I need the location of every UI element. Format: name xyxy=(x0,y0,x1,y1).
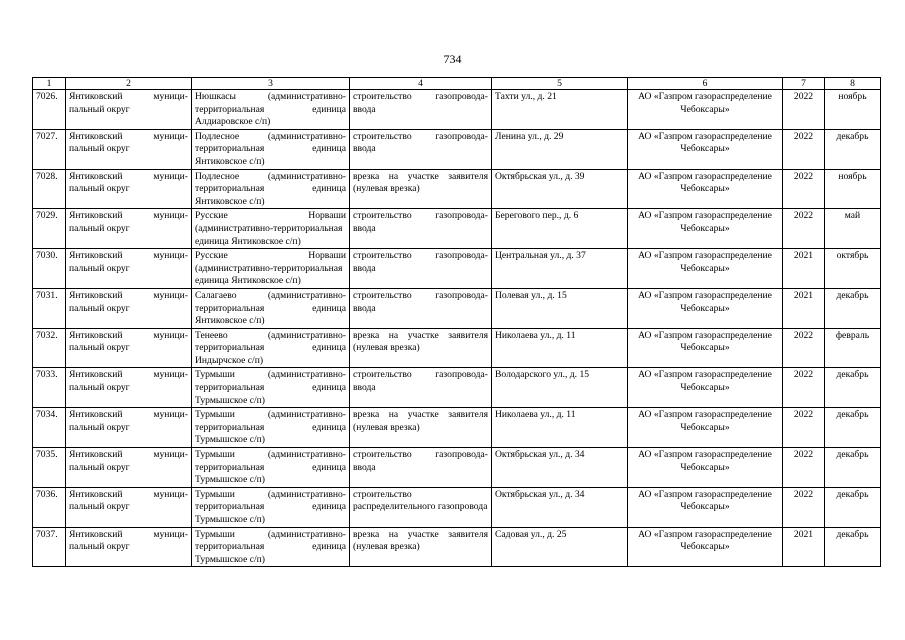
row-number: 7033. xyxy=(33,368,66,408)
table-row xyxy=(33,288,881,328)
month-cell: октябрь xyxy=(825,249,881,289)
table-row xyxy=(33,487,881,527)
year-cell: 2022 xyxy=(783,209,825,249)
address-cell: Володарского ул., д. 15 xyxy=(492,368,628,408)
year-cell: 2021 xyxy=(783,527,825,567)
table-row xyxy=(33,368,881,408)
work-type-cell: строительство газопровода-ввода xyxy=(350,448,492,488)
row-number: 7034. xyxy=(33,408,66,448)
year-cell: 2021 xyxy=(783,249,825,289)
address-cell: Октябрьская ул., д. 39 xyxy=(492,169,628,209)
work-type-cell: строительство газопровода-ввода xyxy=(350,368,492,408)
district-cell: Янтиковский муници-пальный округ xyxy=(66,288,192,328)
row-number: 7027. xyxy=(33,129,66,169)
table-row xyxy=(33,408,881,448)
year-cell: 2022 xyxy=(783,90,825,130)
district-cell: Янтиковский муници-пальный округ xyxy=(66,328,192,368)
work-type-cell: врезка на участке заявителя (нулевая врезка) xyxy=(350,328,492,368)
organization-cell: АО «Газпром газораспределение Чебоксары» xyxy=(628,169,783,209)
year-cell: 2022 xyxy=(783,368,825,408)
settlement-cell: Турмыши (административно-территориальная единица Турмышское с/п) xyxy=(192,487,350,527)
row-number: 7032. xyxy=(33,328,66,368)
address-cell: Полевая ул., д. 15 xyxy=(492,288,628,328)
district-cell: Янтиковский муници-пальный округ xyxy=(66,368,192,408)
month-cell: февраль xyxy=(825,328,881,368)
district-cell: Янтиковский муници-пальный округ xyxy=(66,129,192,169)
work-type-cell: строительство газопровода-ввода xyxy=(350,129,492,169)
organization-cell: АО «Газпром газораспределение Чебоксары» xyxy=(628,408,783,448)
month-cell: декабрь xyxy=(825,487,881,527)
column-header: 5 xyxy=(492,78,628,90)
table-row xyxy=(33,90,881,130)
address-cell: Центральная ул., д. 37 xyxy=(492,249,628,289)
month-cell: декабрь xyxy=(825,408,881,448)
work-type-cell: строительство газопровода-ввода xyxy=(350,209,492,249)
row-number: 7028. xyxy=(33,169,66,209)
work-type-cell: строительство газопровода-ввода xyxy=(350,288,492,328)
settlement-cell: Турмыши (административно-территориальная единица Турмышское с/п) xyxy=(192,527,350,567)
table-row xyxy=(33,209,881,249)
organization-cell: АО «Газпром газораспределение Чебоксары» xyxy=(628,209,783,249)
year-cell: 2021 xyxy=(783,288,825,328)
year-cell: 2022 xyxy=(783,169,825,209)
address-cell: Садовая ул., д. 25 xyxy=(492,527,628,567)
organization-cell: АО «Газпром газораспределение Чебоксары» xyxy=(628,328,783,368)
year-cell: 2022 xyxy=(783,487,825,527)
organization-cell: АО «Газпром газораспределение Чебоксары» xyxy=(628,448,783,488)
settlement-cell: Подлесное (административно-территориальная единица Янтиковское с/п) xyxy=(192,129,350,169)
organization-cell: АО «Газпром газораспределение Чебоксары» xyxy=(628,487,783,527)
month-cell: декабрь xyxy=(825,448,881,488)
settlement-cell: Русские Норваши (административно-территориальная единица Янтиковское с/п) xyxy=(192,249,350,289)
column-header: 3 xyxy=(192,78,350,90)
row-number: 7035. xyxy=(33,448,66,488)
district-cell: Янтиковский муници-пальный округ xyxy=(66,448,192,488)
organization-cell: АО «Газпром газораспределение Чебоксары» xyxy=(628,129,783,169)
column-header: 1 xyxy=(33,78,66,90)
work-type-cell: врезка на участке заявителя (нулевая врезка) xyxy=(350,408,492,448)
gasification-table xyxy=(32,77,881,567)
district-cell: Янтиковский муници-пальный округ xyxy=(66,169,192,209)
settlement-cell: Тенеево (административно-территориальная единица Индырчское с/п) xyxy=(192,328,350,368)
organization-cell: АО «Газпром газораспределение Чебоксары» xyxy=(628,249,783,289)
year-cell: 2022 xyxy=(783,408,825,448)
settlement-cell: Подлесное (административно-территориальная единица Янтиковское с/п) xyxy=(192,169,350,209)
row-number: 7036. xyxy=(33,487,66,527)
table-row xyxy=(33,328,881,368)
organization-cell: АО «Газпром газораспределение Чебоксары» xyxy=(628,527,783,567)
district-cell: Янтиковский муници-пальный округ xyxy=(66,90,192,130)
settlement-cell: Русские Норваши (административно-территориальная единица Янтиковское с/п) xyxy=(192,209,350,249)
month-cell: декабрь xyxy=(825,129,881,169)
address-cell: Николаева ул., д. 11 xyxy=(492,328,628,368)
row-number: 7029. xyxy=(33,209,66,249)
settlement-cell: Турмыши (административно-территориальная единица Турмышское с/п) xyxy=(192,408,350,448)
table-row xyxy=(33,448,881,488)
page-number: 734 xyxy=(443,52,462,66)
district-cell: Янтиковский муници-пальный округ xyxy=(66,487,192,527)
settlement-cell: Турмыши (административно-территориальная единица Турмышское с/п) xyxy=(192,448,350,488)
address-cell: Тахти ул., д. 21 xyxy=(492,90,628,130)
district-cell: Янтиковский муници-пальный округ xyxy=(66,408,192,448)
address-cell: Октябрьская ул., д. 34 xyxy=(492,487,628,527)
address-cell: Октябрьская ул., д. 34 xyxy=(492,448,628,488)
row-number: 7031. xyxy=(33,288,66,328)
table-row xyxy=(33,527,881,567)
organization-cell: АО «Газпром газораспределение Чебоксары» xyxy=(628,90,783,130)
year-cell: 2022 xyxy=(783,448,825,488)
month-cell: декабрь xyxy=(825,368,881,408)
address-cell: Николаева ул., д. 11 xyxy=(492,408,628,448)
row-number: 7030. xyxy=(33,249,66,289)
organization-cell: АО «Газпром газораспределение Чебоксары» xyxy=(628,288,783,328)
column-number-row xyxy=(33,78,881,90)
column-header: 8 xyxy=(825,78,881,90)
district-cell: Янтиковский муници-пальный округ xyxy=(66,249,192,289)
work-type-cell: врезка на участке заявителя (нулевая врезка) xyxy=(350,169,492,209)
month-cell: май xyxy=(825,209,881,249)
table-row xyxy=(33,129,881,169)
settlement-cell: Турмыши (административно-территориальная единица Турмышское с/п) xyxy=(192,368,350,408)
address-cell: Берегового пер., д. 6 xyxy=(492,209,628,249)
table-row xyxy=(33,169,881,209)
year-cell: 2022 xyxy=(783,328,825,368)
month-cell: ноябрь xyxy=(825,169,881,209)
district-cell: Янтиковский муници-пальный округ xyxy=(66,209,192,249)
work-type-cell: строительство газопровода-ввода xyxy=(350,249,492,289)
settlement-cell: Салагаево (административно-территориальная единица Янтиковское с/п) xyxy=(192,288,350,328)
column-header: 4 xyxy=(350,78,492,90)
column-header: 6 xyxy=(628,78,783,90)
year-cell: 2022 xyxy=(783,129,825,169)
district-cell: Янтиковский муници-пальный округ xyxy=(66,527,192,567)
address-cell: Ленина ул., д. 29 xyxy=(492,129,628,169)
month-cell: ноябрь xyxy=(825,90,881,130)
month-cell: декабрь xyxy=(825,527,881,567)
table-row xyxy=(33,249,881,289)
work-type-cell: врезка на участке заявителя (нулевая врезка) xyxy=(350,527,492,567)
row-number: 7037. xyxy=(33,527,66,567)
month-cell: декабрь xyxy=(825,288,881,328)
settlement-cell: Нюшкасы (административно-территориальная единица Алдиаровское с/п) xyxy=(192,90,350,130)
column-header: 2 xyxy=(66,78,192,90)
column-header: 7 xyxy=(783,78,825,90)
work-type-cell: строительство газопровода-ввода xyxy=(350,90,492,130)
organization-cell: АО «Газпром газораспределение Чебоксары» xyxy=(628,368,783,408)
work-type-cell: строительство распределительного газопровода xyxy=(350,487,492,527)
row-number: 7026. xyxy=(33,90,66,130)
